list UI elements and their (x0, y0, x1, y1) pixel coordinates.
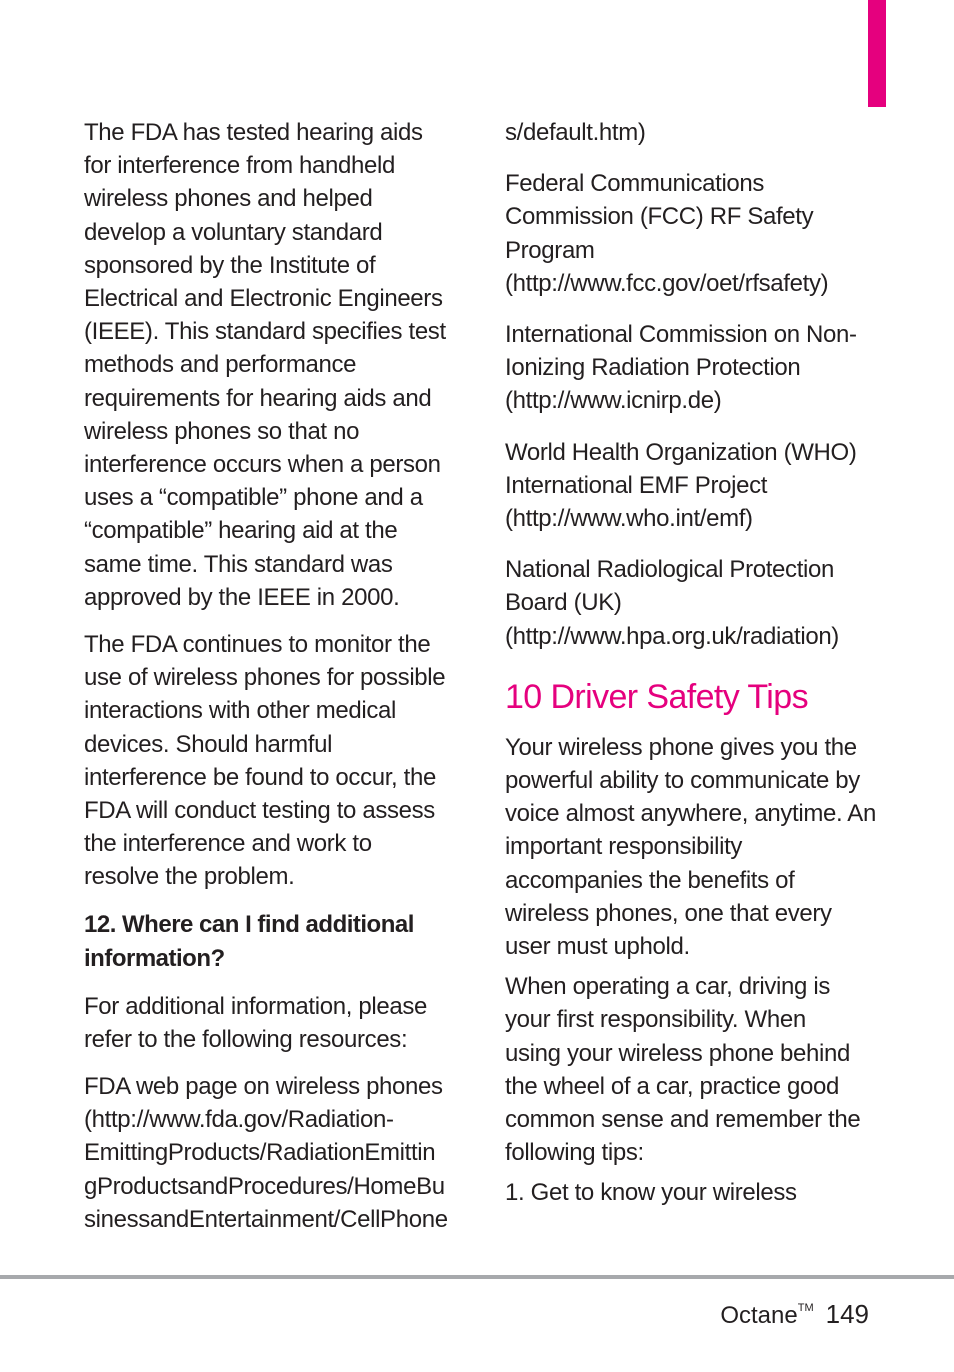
text-line: FDA will conduct testing to assess (84, 797, 435, 825)
text-line: Board (UK) (505, 589, 622, 617)
text-line: Ionizing Radiation Protection (505, 354, 801, 382)
text-line: (http://www.who.int/emf) (505, 505, 753, 533)
text-line: interactions with other medical (84, 697, 396, 725)
text-line: (http://www.fda.gov/Radiation- (84, 1106, 394, 1134)
text-line: methods and performance (84, 351, 357, 379)
text-line: approved by the IEEE in 2000. (84, 583, 400, 611)
fda-monitor-paragraph (84, 628, 446, 894)
additional-info-paragraph (84, 990, 446, 1056)
text-line: for interference from handheld (84, 152, 396, 180)
text-line: Electrical and Electronic Engineers (84, 285, 443, 313)
text-line: Program (505, 236, 595, 264)
driver-responsibility-paragraph (505, 970, 875, 1169)
text-line: use of wireless phones for possible (84, 664, 446, 692)
text-line: wireless phones so that no (84, 417, 360, 445)
text-line: (http://www.icnirp.de) (505, 387, 722, 415)
text-line: accompanies the benefits of (505, 866, 795, 894)
who-resource (505, 436, 875, 536)
text-line: FDA web page on wireless phones (84, 1073, 443, 1101)
nrpb-resource (505, 553, 875, 653)
text-line: requirements for hearing aids and (84, 384, 432, 412)
tip-1 (505, 1176, 875, 1209)
section-title: 10 Driver Safety Tips (505, 677, 808, 716)
text-line: information? (84, 944, 225, 972)
text-line: interference be found to occur, the (84, 763, 436, 791)
text-line: The FDA continues to monitor the (84, 631, 431, 659)
right-column (505, 116, 875, 1228)
text-line: (http://www.hpa.org.uk/radiation) (505, 622, 839, 650)
text-line: Your wireless phone gives you the (505, 733, 857, 761)
hearing-aid-paragraph (84, 116, 446, 614)
text-line: Commission (FCC) RF Safety (505, 203, 814, 231)
footer-rule (0, 1275, 954, 1279)
text-line: your first responsibility. When (505, 1006, 806, 1034)
text-line: important responsibility (505, 833, 743, 861)
text-line: EmittingProducts/RadiationEmittin (84, 1139, 436, 1167)
fda-link-continuation (505, 116, 875, 149)
text-line: the wheel of a car, practice good (505, 1072, 840, 1100)
text-line: The FDA has tested hearing aids (84, 119, 423, 146)
text-line: interference occurs when a person (84, 451, 441, 479)
text-line: International Commission on Non- (505, 321, 857, 349)
text-line: the interference and work to (84, 830, 372, 858)
driver-intro-paragraph (505, 731, 875, 963)
text-line: voice almost anywhere, anytime. An (505, 800, 876, 828)
footer-brand: Octane (720, 1302, 798, 1329)
question-12-heading (84, 908, 446, 976)
text-line: World Health Organization (WHO) (505, 438, 857, 466)
text-line: uses a “compatible” phone and a (84, 484, 423, 512)
text-line: National Radiological Protection (505, 556, 834, 584)
text-line: gProductsandProcedures/HomeBu (84, 1172, 445, 1200)
text-line: When operating a car, driving is (505, 973, 830, 1001)
fcc-resource (505, 167, 875, 300)
text-line: wireless phones, one that every (505, 899, 832, 927)
section-tab-marker (868, 0, 886, 107)
text-line: 1. Get to know your wireless (505, 1179, 797, 1207)
text-line: refer to the following resources: (84, 1025, 408, 1053)
text-line: For additional information, please (84, 992, 427, 1020)
text-line: sponsored by the Institute of (84, 251, 376, 279)
text-line: common sense and remember the (505, 1106, 861, 1134)
text-line: wireless phones and helped (84, 185, 373, 213)
text-line: devices. Should harmful (84, 730, 333, 758)
trademark-symbol: TM (797, 1302, 814, 1314)
text-line: International EMF Project (505, 471, 768, 499)
text-line: 12. Where can I find additional (84, 910, 414, 938)
icnirp-resource (505, 318, 875, 418)
fda-resource-link (84, 1070, 446, 1236)
text-line: using your wireless phone behind (505, 1039, 851, 1067)
text-line: sinessandEntertainment/CellPhone (84, 1205, 448, 1233)
text-line: “compatible” hearing aid at the (84, 517, 398, 545)
text-line: Federal Communications (505, 170, 765, 198)
text-line: develop a voluntary standard (84, 218, 383, 246)
text-line: resolve the problem. (84, 863, 295, 891)
text-line: (http://www.fcc.gov/oet/rfsafety) (505, 269, 829, 297)
text-line: following tips: (505, 1139, 644, 1167)
text-line: same time. This standard was (84, 550, 393, 578)
text-line: powerful ability to communicate by (505, 767, 860, 795)
text-line: s/default.htm) (505, 119, 646, 146)
left-column (84, 116, 446, 1250)
text-line: (IEEE). This standard specifies test (84, 318, 446, 346)
text-line: user must uphold. (505, 933, 690, 961)
page-number: 149 (825, 1299, 869, 1329)
page-footer (720, 1291, 869, 1333)
